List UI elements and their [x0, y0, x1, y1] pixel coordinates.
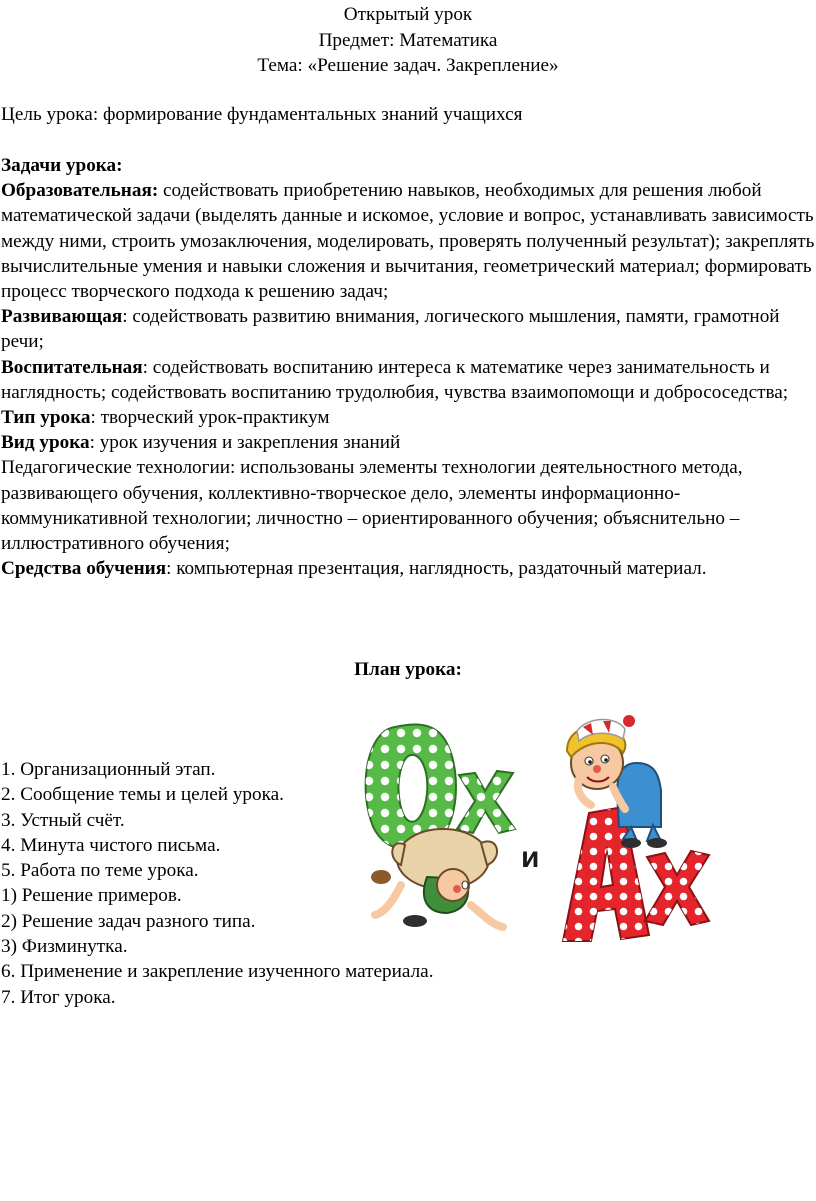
- lesson-label: Открытый урок: [343, 4, 473, 25]
- plan-item: 5. Работа по теме урока.: [1, 860, 199, 882]
- upbringing-text: : содействовать воспитанию интереса к математике через занимательность и наглядность; содействовать воспитанию трудолюбия, чувства взаимопомощи и добрососедства;: [1, 356, 789, 403]
- lesson-kind-label: Вид урока: [1, 432, 90, 454]
- connector-letter: и: [521, 841, 540, 874]
- lesson-type-text: : творческий урок-практикум: [90, 407, 330, 429]
- developing-label: Развивающая: [1, 306, 123, 328]
- teaching-means-text: : компьютерная презентация, наглядность, раздаточный материал.: [166, 558, 707, 580]
- teaching-means: [1, 556, 815, 581]
- lesson-kind: [1, 430, 815, 455]
- educational-text: содействовать приобретению навыков, необходимых для решения любой математической задачи (выделять данные и искомое, условие и вопрос, устанавливать зависимость между ними, строить умозаключения, моделировать, проверять полученный результат); закреплять вычислительные умения и навыки сложения и вычитания, геометрический материал; формировать процесс творческого подхода к решению задач;: [1, 180, 815, 303]
- lesson-tasks: [1, 153, 815, 581]
- plan-item: 2. Сообщение темы и целей урока.: [1, 784, 284, 806]
- upbringing-task: [1, 355, 815, 405]
- topic-line: Тема: «Решение задач. Закрепление»: [257, 55, 559, 76]
- lesson-type-label: Тип урока: [1, 407, 91, 429]
- tasks-title: Задачи урока:: [1, 155, 123, 176]
- document-header: [0, 2, 816, 79]
- plan-list: [1, 757, 434, 1010]
- plan-item: 2) Решение задач разного типа.: [1, 910, 256, 932]
- plan-item: 7. Итог урока.: [1, 986, 116, 1008]
- lesson-type: [1, 405, 815, 430]
- developing-task: [1, 304, 815, 354]
- upbringing-label: Воспитательная: [1, 356, 143, 378]
- plan-title: План урока:: [354, 659, 462, 680]
- plan-item: 6. Применение и закрепление изученного материала.: [1, 961, 434, 983]
- plan-item: 4. Минута чистого письма.: [1, 834, 221, 856]
- educational-task: [1, 178, 815, 304]
- green-letter-x-icon: [457, 771, 515, 833]
- plan-item: 3. Устный счёт.: [1, 809, 125, 831]
- plan-item: 3) Физминутка.: [1, 936, 128, 958]
- developing-text: : содействовать развитию внимания, логического мышления, памяти, грамотной речи;: [1, 306, 780, 353]
- plan-item: 1) Решение примеров.: [1, 885, 182, 907]
- lesson-kind-text: : урок изучения и закрепления знаний: [89, 432, 401, 454]
- teaching-means-label: Средства обучения: [1, 558, 167, 580]
- oh-ah-illustration: [361, 709, 711, 945]
- educational-label: Образовательная:: [1, 180, 159, 202]
- red-letter-x-icon: [645, 851, 709, 925]
- plan-item: 1. Организационный этап.: [1, 759, 216, 780]
- subject-line: Предмет: Математика: [318, 29, 498, 51]
- lesson-goal: Цель урока: формирование фундаментальных знаний учащихся: [1, 104, 523, 125]
- pedagogical-technologies: Педагогические технологии: использованы элементы технологии деятельностного метода, развивающего обучения, коллективно-творческое дело, элементы информационно-коммуникативной технологии; личностно – ориентированного обучения; объяснительно – иллюстративного обучения;: [1, 457, 743, 555]
